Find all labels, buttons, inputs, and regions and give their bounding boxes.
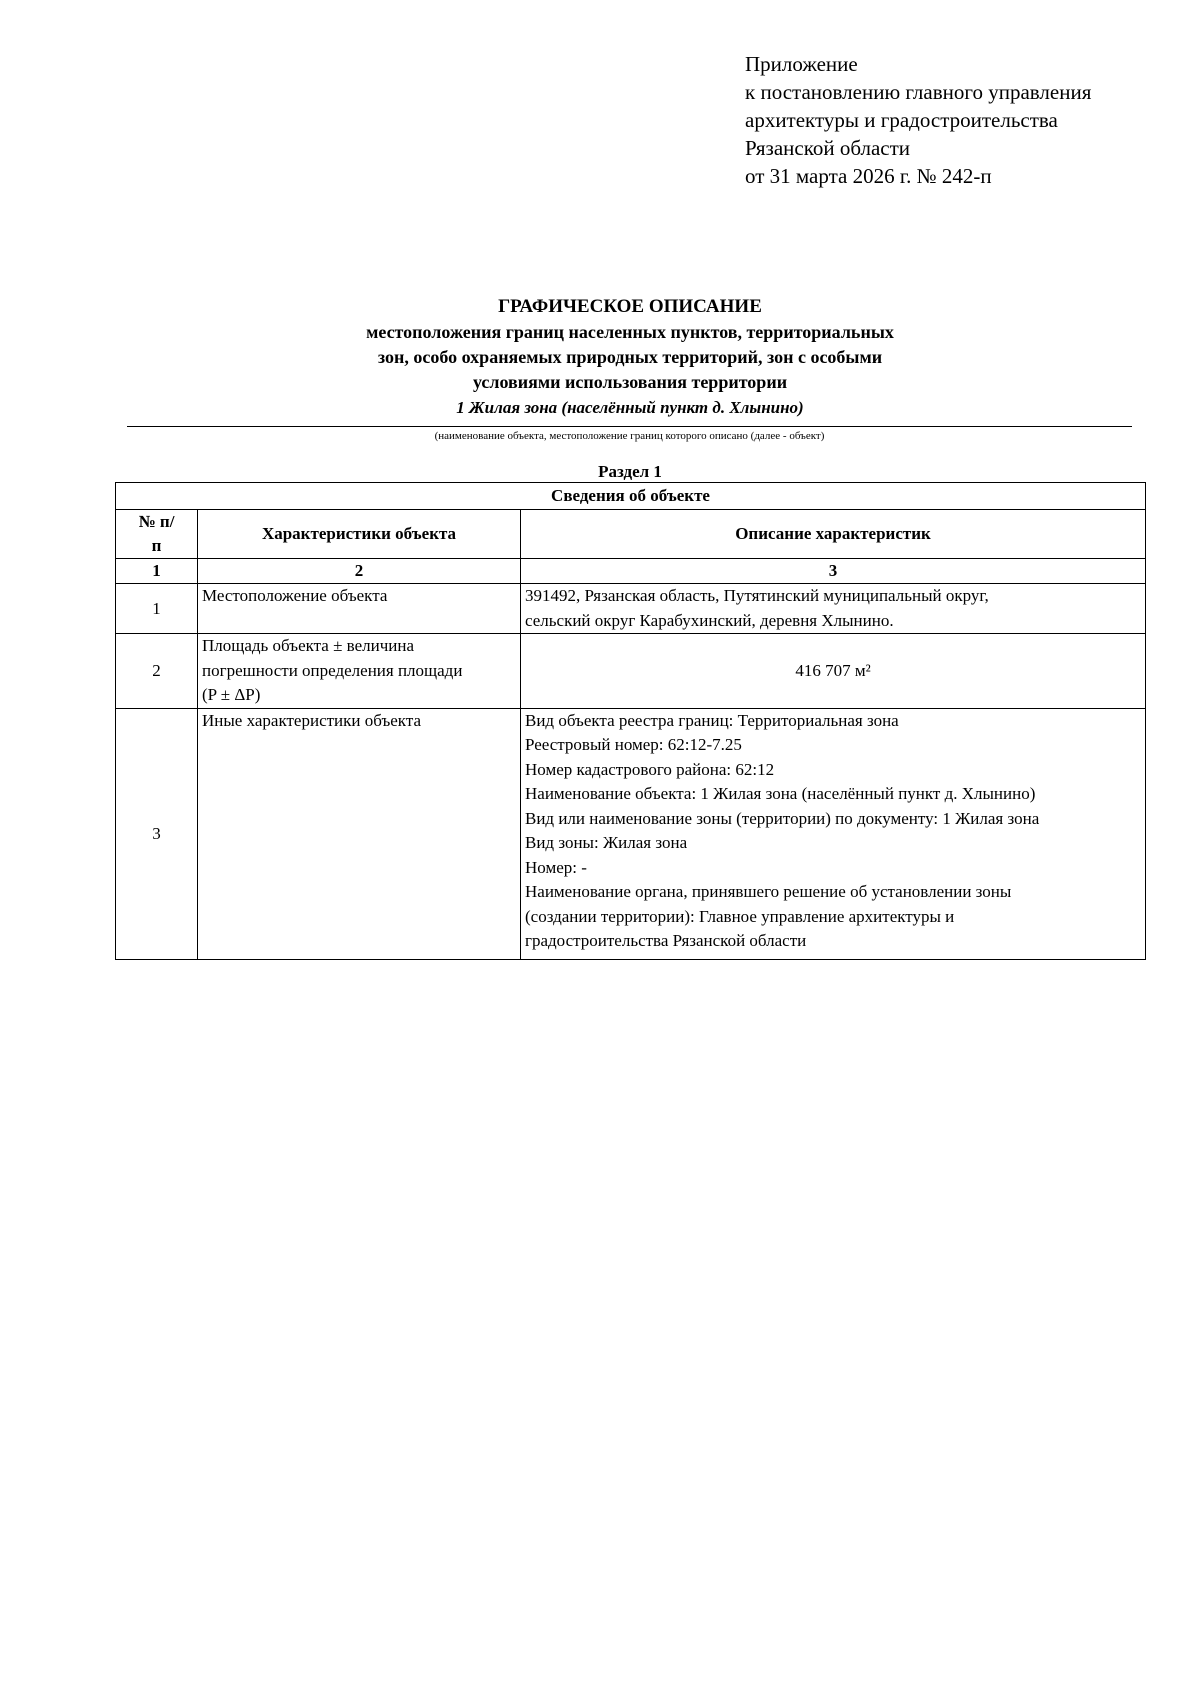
- description-line: Вид или наименование зоны (территории) по документу: 1 Жилая зона: [525, 808, 1040, 828]
- table-row: [116, 584, 1146, 634]
- row-characteristic: Местоположение объекта: [198, 584, 521, 634]
- object-name-underline: [127, 426, 1132, 427]
- appendix-date-line: от 31 марта 2026 г. № 242-п: [745, 164, 992, 188]
- header-num-label: № п/п: [138, 512, 175, 555]
- object-name-caption: (наименование объекта, местоположение границ которого описано (далее - объект): [434, 430, 825, 442]
- description-line: Вид зоны: Жилая зона: [525, 833, 688, 852]
- characteristic-line: (P ± ΔP): [202, 685, 261, 704]
- document-subtitle-line: зон, особо охраняемых природных территорий, зон с особыми: [377, 347, 883, 367]
- row-description: [521, 584, 1146, 634]
- appendix-header: [745, 50, 1175, 190]
- table-caption: Сведения об объекте: [116, 483, 1146, 510]
- description-line: Номер кадастрового района: 62:12: [525, 759, 775, 779]
- section-title: Раздел 1: [598, 462, 662, 481]
- header-characteristics: Характеристики объекта: [198, 510, 521, 559]
- document-subtitle-line: местоположения границ населенных пунктов, территориальных: [366, 322, 894, 342]
- description-line: Реестровый номер: 62:12-7.25: [525, 735, 742, 754]
- row-description: 416 707 м²: [521, 634, 1146, 709]
- table-row: [116, 708, 1146, 959]
- row-number: 2: [116, 634, 198, 709]
- appendix-line: к постановлению главного управления: [745, 80, 1092, 104]
- column-number: 1: [116, 559, 198, 584]
- description-line: градостроительства Рязанской области: [525, 931, 807, 950]
- row-number: 1: [116, 584, 198, 634]
- characteristic-line: Площадь объекта ± величина: [202, 636, 415, 655]
- appendix-line: Рязанской области: [745, 136, 911, 160]
- column-number: 3: [521, 559, 1146, 584]
- row-characteristic: [198, 634, 521, 709]
- row-characteristic: Иные характеристики объекта: [198, 708, 521, 959]
- document-title-block: [120, 294, 1140, 420]
- object-info-table: [115, 482, 1146, 960]
- header-description: Описание характеристик: [521, 510, 1146, 559]
- description-line: Номер: -: [525, 857, 587, 877]
- description-line: Наименование органа, принявшего решение об установлении зоны: [525, 882, 1012, 901]
- row-number: 3: [116, 708, 198, 959]
- object-name: 1 Жилая зона (населённый пункт д. Хлынино): [456, 398, 804, 417]
- characteristic-line: погрешности определения площади: [202, 660, 463, 680]
- description-line: сельский округ Карабухинский, деревня Хлынино.: [525, 610, 894, 630]
- document-subtitle-line: условиями использования территории: [472, 372, 788, 392]
- table-row: [116, 634, 1146, 709]
- header-num: [116, 510, 198, 559]
- document-title: ГРАФИЧЕСКОЕ ОПИСАНИЕ: [498, 296, 762, 317]
- description-line: 391492, Рязанская область, Путятинский муниципальный округ,: [525, 586, 989, 605]
- description-line: (создании территории): Главное управление архитектуры и: [525, 906, 955, 926]
- row-description: [521, 708, 1146, 959]
- appendix-line: Приложение: [745, 52, 858, 76]
- description-line: Наименование объекта: 1 Жилая зона (населённый пункт д. Хлынино): [525, 784, 1036, 803]
- appendix-line: архитектуры и градостроительства: [745, 108, 1058, 132]
- description-line: Вид объекта реестра границ: Территориальная зона: [525, 710, 899, 730]
- column-number: 2: [198, 559, 521, 584]
